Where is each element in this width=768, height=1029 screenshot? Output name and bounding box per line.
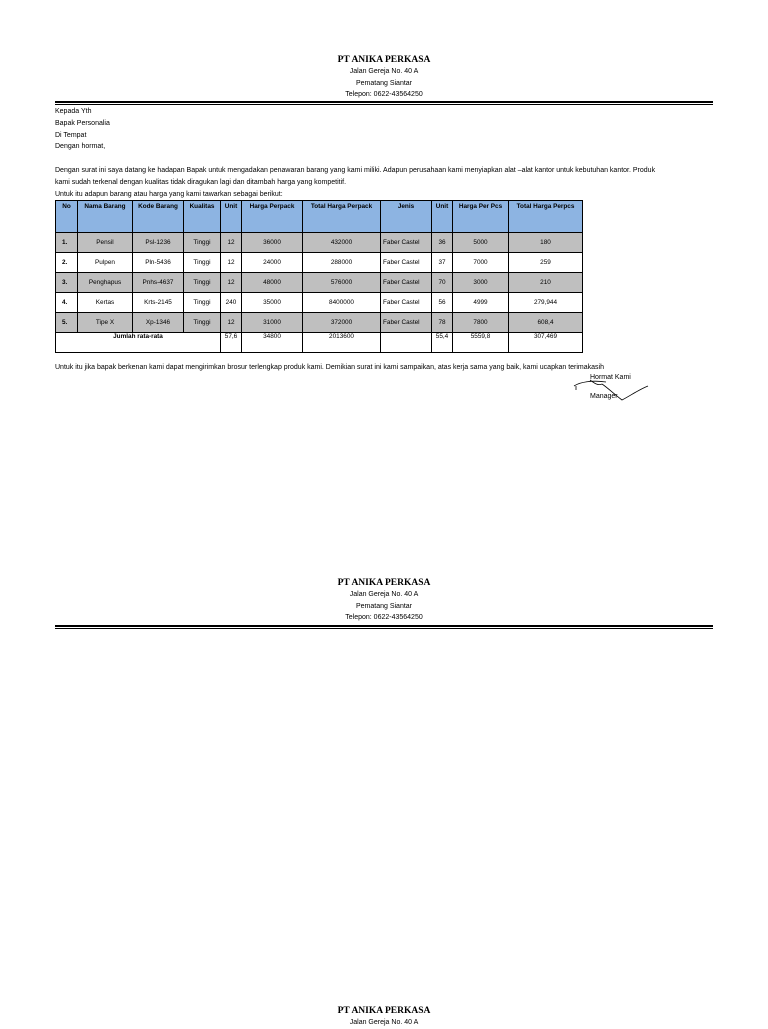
cell-kode: Xp-1346 bbox=[133, 313, 184, 333]
cell-jenis: Faber Castel bbox=[381, 313, 432, 333]
cell-harga-pcs: 5000 bbox=[453, 233, 509, 253]
column-header: Kualitas bbox=[184, 201, 221, 233]
cell-jenis: Faber Castel bbox=[381, 233, 432, 253]
company-phone: Telepon: 0622-43564250 bbox=[345, 614, 423, 621]
table-header-row bbox=[56, 201, 583, 233]
total-harga-pcs: 5559,8 bbox=[453, 333, 509, 353]
company-phone: Telepon: 0622-43564250 bbox=[345, 91, 423, 98]
letterhead-rule-thin bbox=[55, 628, 713, 629]
sign-title: Manager bbox=[590, 393, 618, 400]
column-header: Nama Barang bbox=[78, 201, 133, 233]
body-paragraph-line: kami sudah terkenal dengan kualitas tidak diragukan lagi dan ditambah harga yang kompetitif. bbox=[55, 178, 347, 186]
column-header: Total Harga Perpcs bbox=[509, 201, 583, 233]
cell-no: 5. bbox=[56, 313, 78, 333]
company-city: Pematang Siantar bbox=[355, 602, 413, 610]
cell-kode: Krts-2145 bbox=[133, 293, 184, 313]
recipient-line: Di Tempat bbox=[55, 131, 87, 139]
column-header: Kode Barang bbox=[133, 201, 184, 233]
company-city: Pematang Siantar bbox=[355, 79, 413, 87]
cell-total-pcs: 279,944 bbox=[509, 293, 583, 313]
cell-jenis: Faber Castel bbox=[381, 293, 432, 313]
cell-no: 3. bbox=[56, 273, 78, 293]
cell-total-perpack: 8400000 bbox=[303, 293, 381, 313]
cell-total-perpack: 432000 bbox=[303, 233, 381, 253]
cell-harga-pcs: 4999 bbox=[453, 293, 509, 313]
column-header: Jenis bbox=[381, 201, 432, 233]
cell-harga-perpack: 35000 bbox=[242, 293, 303, 313]
cell-nama: Tipe X bbox=[78, 313, 133, 333]
cell-no: 1. bbox=[56, 233, 78, 253]
cell-jenis: Faber Castel bbox=[381, 253, 432, 273]
cell-kode: Pln-5436 bbox=[133, 253, 184, 273]
cell-unit: 12 bbox=[221, 233, 242, 253]
cell-unit2: 78 bbox=[432, 313, 453, 333]
cell-no: 2. bbox=[56, 253, 78, 273]
cell-harga-pcs: 7000 bbox=[453, 253, 509, 273]
letterhead-page-3 bbox=[0, 1005, 768, 1029]
cell-total-pcs: 210 bbox=[509, 273, 583, 293]
company-name: PT ANIKA PERKASA bbox=[337, 578, 431, 588]
cell-jenis: Faber Castel bbox=[381, 273, 432, 293]
cell-unit2: 36 bbox=[432, 233, 453, 253]
total-jenis bbox=[381, 333, 432, 353]
total-harga-perpack: 34800 bbox=[242, 333, 303, 353]
cell-kualitas: Tinggi bbox=[184, 313, 221, 333]
table-row bbox=[56, 253, 583, 273]
cell-unit2: 37 bbox=[432, 253, 453, 273]
cell-unit: 12 bbox=[221, 273, 242, 293]
column-header: Harga Perpack bbox=[242, 201, 303, 233]
cell-kualitas: Tinggi bbox=[184, 233, 221, 253]
letter-body bbox=[55, 106, 715, 200]
total-unit: 57,6 bbox=[221, 333, 242, 353]
column-header: Unit bbox=[221, 201, 242, 233]
cell-nama: Kertas bbox=[78, 293, 133, 313]
cell-nama: Pensil bbox=[78, 233, 133, 253]
closing-paragraph: Untuk itu jika bapak berkenan kami dapat mengirimkan brosur terlengkap produk kami. Demikian surat ini kami sampaikan, atas kerja sama yang baik, kami ucapkan terimakasih bbox=[55, 364, 604, 371]
cell-no: 4. bbox=[56, 293, 78, 313]
table-row bbox=[56, 313, 583, 333]
column-header: Total Harga Perpack bbox=[303, 201, 381, 233]
table-intro: Untuk itu adapun barang atau harga yang kami tawarkan sebagai berikut: bbox=[55, 190, 283, 198]
cell-unit: 12 bbox=[221, 313, 242, 333]
cell-kualitas: Tinggi bbox=[184, 253, 221, 273]
company-name: PT ANIKA PERKASA bbox=[337, 1006, 431, 1016]
total-total-pcs: 307,469 bbox=[509, 333, 583, 353]
column-header: Harga Per Pcs bbox=[453, 201, 509, 233]
column-header: No bbox=[56, 201, 78, 233]
column-header: Unit bbox=[432, 201, 453, 233]
cell-harga-perpack: 31000 bbox=[242, 313, 303, 333]
cell-harga-pcs: 7800 bbox=[453, 313, 509, 333]
cell-kualitas: Tinggi bbox=[184, 273, 221, 293]
cell-unit: 240 bbox=[221, 293, 242, 313]
total-unit2: 55,4 bbox=[432, 333, 453, 353]
letterhead-page-2 bbox=[0, 577, 768, 624]
total-label: Jumlah rata-rata bbox=[56, 333, 221, 353]
blank-line bbox=[55, 153, 715, 165]
cell-unit2: 70 bbox=[432, 273, 453, 293]
price-table bbox=[55, 200, 583, 353]
table-row bbox=[56, 293, 583, 313]
recipient-line: Bapak Personalia bbox=[55, 119, 110, 127]
cell-kode: Pnhs-4637 bbox=[133, 273, 184, 293]
company-name: PT ANIKA PERKASA bbox=[337, 55, 431, 65]
total-total-perpack: 2013600 bbox=[303, 333, 381, 353]
table-row bbox=[56, 233, 583, 253]
sign-greeting: Hormat Kami bbox=[590, 374, 631, 381]
letterhead-rule-thick bbox=[55, 625, 713, 627]
cell-nama: Penghapus bbox=[78, 273, 133, 293]
letterhead-rule-thick bbox=[55, 101, 713, 103]
cell-kode: Psl-1236 bbox=[133, 233, 184, 253]
cell-total-pcs: 608,4 bbox=[509, 313, 583, 333]
body-paragraph-line: Dengan surat ini saya datang ke hadapan Bapak untuk mengadakan penawaran barang yang kami miliki. Adapun perusahaan kami menyiapkan alat –alat kantor untuk kebutuhan kantor. Produk bbox=[55, 166, 656, 174]
table-total-row bbox=[56, 333, 583, 353]
greeting: Dengan hormat, bbox=[55, 143, 106, 151]
cell-kualitas: Tinggi bbox=[184, 293, 221, 313]
cell-total-perpack: 372000 bbox=[303, 313, 381, 333]
letterhead-rule-thin bbox=[55, 104, 713, 105]
cell-nama: Pulpen bbox=[78, 253, 133, 273]
recipient-line: Kepada Yth bbox=[55, 108, 92, 115]
cell-harga-perpack: 48000 bbox=[242, 273, 303, 293]
cell-harga-pcs: 3000 bbox=[453, 273, 509, 293]
company-street: Jalan Gereja No. 40 A bbox=[349, 68, 419, 75]
company-street: Jalan Gereja No. 40 A bbox=[349, 591, 419, 598]
cell-harga-perpack: 36000 bbox=[242, 233, 303, 253]
letterhead-page-1 bbox=[0, 54, 768, 101]
company-street: Jalan Gereja No. 40 A bbox=[349, 1019, 419, 1026]
cell-total-pcs: 259 bbox=[509, 253, 583, 273]
table-row bbox=[56, 273, 583, 293]
cell-total-perpack: 576000 bbox=[303, 273, 381, 293]
cell-unit: 12 bbox=[221, 253, 242, 273]
cell-total-perpack: 288000 bbox=[303, 253, 381, 273]
cell-total-pcs: 180 bbox=[509, 233, 583, 253]
cell-unit2: 56 bbox=[432, 293, 453, 313]
cell-harga-perpack: 24000 bbox=[242, 253, 303, 273]
